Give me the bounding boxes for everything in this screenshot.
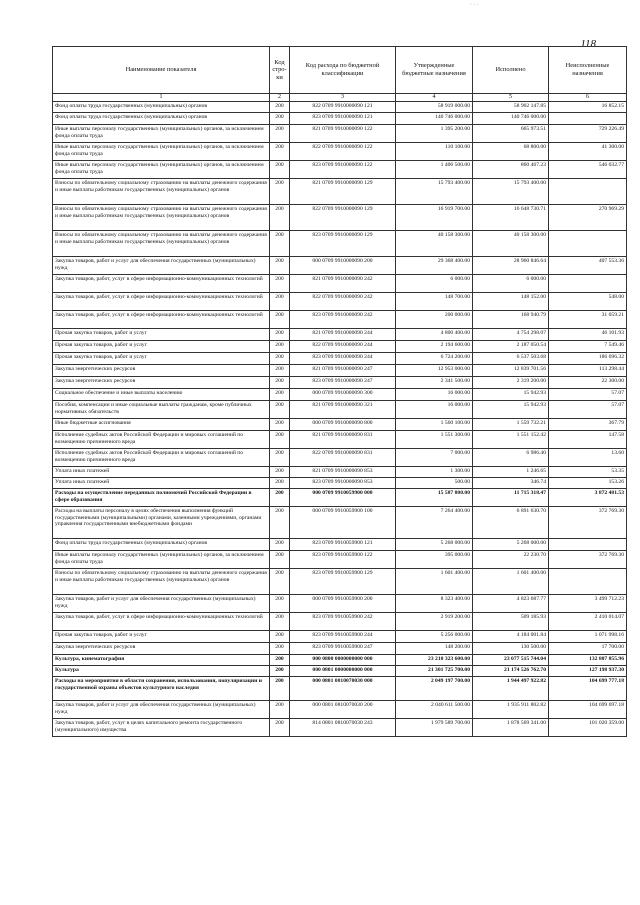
row-unexecuted: 57.07 — [549, 389, 627, 401]
row-unexecuted: 186 696.32 — [549, 353, 627, 365]
row-executed: 15 793 400.00 — [473, 179, 549, 205]
row-approved: 2 919 200.00 — [396, 613, 473, 631]
row-name: Закупка энергетических ресурсов — [53, 365, 270, 377]
row-line-code: 200 — [270, 613, 290, 631]
row-approved: 1 601 400.00 — [396, 569, 473, 595]
row-executed: 4 823 687.77 — [473, 595, 549, 613]
table-row — [53, 377, 627, 389]
row-name: Фонд оплаты труда государственных (муниципальных) органов — [53, 539, 270, 551]
row-unexecuted: 41 300.00 — [549, 143, 627, 161]
row-name: Расходы на выплаты персоналу в целях обеспечения выполнения функций государственными (муниципальными) органами, казенными учреждениями, органами управления государственными внебюджетными фондами — [53, 507, 270, 539]
row-line-code: 200 — [270, 419, 290, 431]
row-executed: 1 559 732.21 — [473, 419, 549, 431]
row-approved: 1 406 500.00 — [396, 161, 473, 179]
row-line-code: 200 — [270, 389, 290, 401]
row-line-code: 200 — [270, 293, 290, 311]
row-approved: 40 158 300.00 — [396, 231, 473, 257]
table-row — [53, 489, 627, 507]
row-unexecuted — [549, 569, 627, 595]
table-row — [53, 595, 627, 613]
column-number: 4 — [396, 94, 473, 102]
row-unexecuted: 367.79 — [549, 419, 627, 431]
row-unexecuted: 546 032.77 — [549, 161, 627, 179]
row-executed: 21 174 526 762.70 — [473, 666, 549, 677]
row-executed: 1 246.65 — [473, 467, 549, 478]
row-approved: 6 000.00 — [396, 275, 473, 293]
row-approved: 15 793 400.00 — [396, 179, 473, 205]
table-row — [53, 341, 627, 353]
row-name: Культура, кинематография — [53, 655, 270, 666]
row-approved: 16 000.00 — [396, 401, 473, 419]
row-unexecuted: 31 059.21 — [549, 311, 627, 329]
row-unexecuted: 53.35 — [549, 467, 627, 478]
row-unexecuted: 132 807 855.96 — [549, 655, 627, 666]
column-number: 6 — [549, 94, 627, 102]
row-classification-code: 823 0709 9910000090 853 — [290, 478, 396, 489]
row-approved: 58 919 000.00 — [396, 102, 473, 113]
row-classification-code: 000 0801 0810070030 200 — [290, 701, 396, 719]
row-approved: 500.00 — [396, 478, 473, 489]
row-classification-code: 823 0709 9910000090 122 — [290, 161, 396, 179]
table-row — [53, 478, 627, 489]
row-approved: 1 395 200.00 — [396, 125, 473, 143]
row-line-code: 200 — [270, 719, 290, 737]
row-approved: 2 194 600.00 — [396, 341, 473, 353]
table-row — [53, 231, 627, 257]
header-code: Код стро-ки — [270, 47, 290, 94]
row-unexecuted: 372 769.30 — [549, 551, 627, 569]
row-classification-code: 000 0709 9910059900 200 — [290, 595, 396, 613]
row-approved: 12 953 000.00 — [396, 365, 473, 377]
row-unexecuted: 147.58 — [549, 431, 627, 449]
table-row — [53, 311, 627, 329]
row-classification-code: 000 0709 9910000090 300 — [290, 389, 396, 401]
table-row — [53, 161, 627, 179]
row-approved: 7 000.00 — [396, 449, 473, 467]
table-row — [53, 419, 627, 431]
table-row — [53, 257, 627, 275]
row-classification-code: 823 0709 9910059900 247 — [290, 643, 396, 655]
row-approved: 1 551 300.00 — [396, 431, 473, 449]
row-name: Закупка товаров, работ, услуг в сфере информационно-коммуникационных технологий — [53, 613, 270, 631]
row-classification-code: 000 0709 9910059900 000 — [290, 489, 396, 507]
row-line-code: 200 — [270, 102, 290, 113]
table-row — [53, 449, 627, 467]
table-row — [53, 631, 627, 643]
row-line-code: 200 — [270, 341, 290, 353]
row-line-code: 200 — [270, 701, 290, 719]
row-approved: 110 100.00 — [396, 143, 473, 161]
row-approved: 16 000.00 — [396, 389, 473, 401]
row-executed: 2 187 050.54 — [473, 341, 549, 353]
row-name: Взносы по обязательному социальному страхованию на выплаты денежного содержания и иные выплаты работникам государственных (муниципальных) органов — [53, 569, 270, 595]
table-row — [53, 666, 627, 677]
row-unexecuted: 372 769.30 — [549, 507, 627, 539]
row-name: Иные выплаты персоналу государственных (муниципальных) органов, за исключением фонда оплаты труда — [53, 161, 270, 179]
row-executed: 509 185.93 — [473, 613, 549, 631]
row-executed: 665 973.51 — [473, 125, 549, 143]
row-unexecuted: 127 198 937.30 — [549, 666, 627, 677]
table-row — [53, 507, 627, 539]
row-approved: 15 587 800.00 — [396, 489, 473, 507]
row-classification-code: 823 0709 9910059900 129 — [290, 569, 396, 595]
row-executed: 15 942.93 — [473, 389, 549, 401]
row-unexecuted: 548.00 — [549, 293, 627, 311]
table-row — [53, 613, 627, 631]
row-executed: 6 891 630.70 — [473, 507, 549, 539]
row-unexecuted: 3 872 481.53 — [549, 489, 627, 507]
row-line-code: 200 — [270, 449, 290, 467]
column-number: 3 — [290, 94, 396, 102]
row-unexecuted: 113 298.44 — [549, 365, 627, 377]
row-classification-code: 823 0709 9910000090 244 — [290, 353, 396, 365]
row-unexecuted: 3 499 712.23 — [549, 595, 627, 613]
row-line-code: 200 — [270, 643, 290, 655]
table-row — [53, 275, 627, 293]
row-executed: 4 754 298.07 — [473, 329, 549, 341]
table-row — [53, 102, 627, 113]
row-name: Закупка энергетических ресурсов — [53, 377, 270, 389]
row-executed: 1 944 497 922.82 — [473, 677, 549, 701]
row-line-code: 200 — [270, 161, 290, 179]
table-row — [53, 401, 627, 419]
row-unexecuted: 407 553.36 — [549, 257, 627, 275]
row-classification-code: 823 0709 9910059900 242 — [290, 613, 396, 631]
row-classification-code: 000 0800 0000000000 000 — [290, 655, 396, 666]
row-classification-code: 821 0709 9910000090 853 — [290, 467, 396, 478]
row-approved: 1 979 589 700.00 — [396, 719, 473, 737]
row-unexecuted: 153.26 — [549, 478, 627, 489]
row-executed: 1 878 569 341.00 — [473, 719, 549, 737]
column-number: 2 — [270, 94, 290, 102]
row-line-code: 200 — [270, 478, 290, 489]
table-row — [53, 353, 627, 365]
row-name: Иные выплаты персоналу государственных (муниципальных) органов, за исключением фонда оплаты труда — [53, 143, 270, 161]
row-classification-code: 821 0709 9910000090 244 — [290, 329, 396, 341]
row-classification-code: 822 0709 9910000090 122 — [290, 143, 396, 161]
row-classification-code: 823 0709 9910000090 121 — [290, 113, 396, 125]
table-row — [53, 179, 627, 205]
row-classification-code: 821 0709 9910000090 247 — [290, 365, 396, 377]
row-classification-code: 823 0709 9910059900 122 — [290, 551, 396, 569]
table-row — [53, 389, 627, 401]
row-executed: 6 000.00 — [473, 275, 549, 293]
row-classification-code: 822 0709 9910000090 121 — [290, 102, 396, 113]
table-row — [53, 365, 627, 377]
row-line-code: 200 — [270, 231, 290, 257]
header-classification: Код расхода по бюджетной классификации — [290, 47, 396, 94]
page-number: 118 — [580, 38, 596, 50]
column-number-row — [53, 94, 627, 102]
row-name: Социальное обеспечение и иные выплаты населению — [53, 389, 270, 401]
row-executed: 15 942.93 — [473, 401, 549, 419]
row-classification-code: 821 0709 9910000090 321 — [290, 401, 396, 419]
row-line-code: 200 — [270, 179, 290, 205]
row-approved: 6 724 200.00 — [396, 353, 473, 365]
row-unexecuted: 17 700.00 — [549, 643, 627, 655]
row-classification-code: 823 0709 9910000090 242 — [290, 311, 396, 329]
table-row — [53, 329, 627, 341]
row-line-code: 200 — [270, 113, 290, 125]
row-unexecuted: 46 101.93 — [549, 329, 627, 341]
row-name: Фонд оплаты труда государственных (муниципальных) органов — [53, 102, 270, 113]
row-line-code: 200 — [270, 569, 290, 595]
row-approved: 8 323 400.00 — [396, 595, 473, 613]
row-name: Закупка товаров, работ и услуг для обеспечения государственных (муниципальных) нужд — [53, 701, 270, 719]
column-number: 5 — [473, 94, 549, 102]
row-name: Закупка товаров, работ и услуг для обеспечения государственных (муниципальных) нужд — [53, 257, 270, 275]
row-executed: 6 986.40 — [473, 449, 549, 467]
row-name: Взносы по обязательному социальному страхованию на выплаты денежного содержания и иные выплаты работникам государственных (муниципальных) органов — [53, 179, 270, 205]
row-executed: 11 715 318.47 — [473, 489, 549, 507]
row-name: Уплата иных платежей — [53, 478, 270, 489]
row-approved: 23 210 323 600.00 — [396, 655, 473, 666]
row-classification-code: 823 0709 9910000090 247 — [290, 377, 396, 389]
row-line-code: 200 — [270, 257, 290, 275]
row-line-code: 200 — [270, 401, 290, 419]
row-line-code: 200 — [270, 655, 290, 666]
row-executed: 5 268 000.00 — [473, 539, 549, 551]
row-classification-code: 822 0709 9910000090 831 — [290, 449, 396, 467]
row-classification-code: 822 0709 9910000090 129 — [290, 205, 396, 231]
row-approved: 5 256 000.00 — [396, 631, 473, 643]
table-row — [53, 643, 627, 655]
row-name: Прочая закупка товаров, работ и услуг — [53, 341, 270, 353]
row-name: Закупка энергетических ресурсов — [53, 643, 270, 655]
row-line-code: 200 — [270, 143, 290, 161]
table-row — [53, 569, 627, 595]
row-name: Прочая закупка товаров, работ и услуг — [53, 329, 270, 341]
row-classification-code: 821 0709 9910000090 122 — [290, 125, 396, 143]
row-approved: 1 300.00 — [396, 467, 473, 478]
row-name: Культура — [53, 666, 270, 677]
row-name: Исполнение судебных актов Российской Федерации и мировых соглашений по возмещению причиненного вреда — [53, 431, 270, 449]
row-approved: 200 000.00 — [396, 311, 473, 329]
table-row — [53, 431, 627, 449]
row-approved: 140 746 000.00 — [396, 113, 473, 125]
row-executed: 148 152.00 — [473, 293, 549, 311]
table-row — [53, 293, 627, 311]
row-unexecuted — [549, 539, 627, 551]
table-row — [53, 719, 627, 737]
row-name: Расходы на осуществление переданных полномочий Российской Федерации в сфере образования — [53, 489, 270, 507]
row-line-code: 200 — [270, 329, 290, 341]
row-classification-code: 000 0801 0810070030 000 — [290, 677, 396, 701]
row-approved: 16 919 700.00 — [396, 205, 473, 231]
budget-execution-table — [52, 46, 627, 737]
row-classification-code: 823 0709 9910059900 121 — [290, 539, 396, 551]
row-name: Иные выплаты персоналу государственных (муниципальных) органов, за исключением фонда оплаты труда — [53, 125, 270, 143]
row-executed: 860 467.23 — [473, 161, 549, 179]
header-name: Наименование показателя — [53, 47, 270, 94]
row-name: Фонд оплаты труда государственных (муниципальных) органов — [53, 113, 270, 125]
row-unexecuted: 22 300.00 — [549, 377, 627, 389]
row-classification-code: 000 0709 9910000090 800 — [290, 419, 396, 431]
row-name: Расходы на мероприятия в области сохранения, использования, популяризации и государственной охраны объектов культурного наследия — [53, 677, 270, 701]
row-name: Прочая закупка товаров, работ и услуг — [53, 631, 270, 643]
row-approved: 21 301 725 700.00 — [396, 666, 473, 677]
table-header-row — [53, 47, 627, 94]
row-unexecuted: 270 969.29 — [549, 205, 627, 231]
row-unexecuted: 2 410 014.07 — [549, 613, 627, 631]
row-approved: 4 800 400.00 — [396, 329, 473, 341]
row-name: Взносы по обязательному социальному страхованию на выплаты денежного содержания и иные выплаты работникам государственных (муниципальных) органов — [53, 231, 270, 257]
row-approved: 29 368 400.00 — [396, 257, 473, 275]
row-classification-code: 821 0709 9910000090 831 — [290, 431, 396, 449]
row-executed: 4 184 001.84 — [473, 631, 549, 643]
row-unexecuted: 57.07 — [549, 401, 627, 419]
row-unexecuted: 104 699 697.18 — [549, 701, 627, 719]
header-unexecuted: Неисполненные назначения — [549, 47, 627, 94]
row-unexecuted: 13.60 — [549, 449, 627, 467]
row-executed: 140 746 000.00 — [473, 113, 549, 125]
row-line-code: 200 — [270, 311, 290, 329]
row-name: Иные бюджетные ассигнования — [53, 419, 270, 431]
table-row — [53, 143, 627, 161]
row-line-code: 200 — [270, 489, 290, 507]
row-line-code: 200 — [270, 631, 290, 643]
row-line-code: 200 — [270, 365, 290, 377]
row-name: Закупка товаров, работ, услуг в сфере информационно-коммуникационных технологий — [53, 311, 270, 329]
row-executed: 16 648 730.71 — [473, 205, 549, 231]
row-name: Закупка товаров, работ, услуг в сфере информационно-коммуникационных технологий — [53, 293, 270, 311]
row-approved: 2 341 500.00 — [396, 377, 473, 389]
row-classification-code: 000 0709 9910059900 100 — [290, 507, 396, 539]
row-classification-code: 814 0801 0810070030 243 — [290, 719, 396, 737]
row-executed: 58 902 147.85 — [473, 102, 549, 113]
row-line-code: 200 — [270, 539, 290, 551]
row-line-code: 200 — [270, 353, 290, 365]
row-approved: 2 049 197 700.00 — [396, 677, 473, 701]
row-classification-code: 823 0709 9910000090 129 — [290, 231, 396, 257]
row-name: Закупка товаров, работ и услуг для обеспечения государственных (муниципальных) нужд — [53, 595, 270, 613]
row-approved: 148 700.00 — [396, 293, 473, 311]
row-unexecuted: 101 020 359.00 — [549, 719, 627, 737]
row-executed: 130 500.00 — [473, 643, 549, 655]
row-unexecuted — [549, 179, 627, 205]
column-number: 1 — [53, 94, 270, 102]
row-name: Иные выплаты персоналу государственных (муниципальных) органов, за исключением фонда оплаты труда — [53, 551, 270, 569]
row-classification-code: 000 0709 9910000090 200 — [290, 257, 396, 275]
row-approved: 1 560 100.00 — [396, 419, 473, 431]
table-row — [53, 539, 627, 551]
page-top-mark: · · · — [470, 2, 479, 8]
row-line-code: 200 — [270, 275, 290, 293]
row-name: Прочая закупка товаров, работ и услуг — [53, 353, 270, 365]
row-approved: 148 200.00 — [396, 643, 473, 655]
row-line-code: 200 — [270, 205, 290, 231]
table-body — [53, 102, 627, 737]
row-name: Закупка товаров, работ, услуг в сфере информационно-коммуникационных технологий — [53, 275, 270, 293]
row-line-code: 200 — [270, 377, 290, 389]
row-approved: 2 040 611 500.00 — [396, 701, 473, 719]
table-row — [53, 677, 627, 701]
row-name: Закупка товаров, работ, услуг в целях капитального ремонта государственного (муниципального) имущества — [53, 719, 270, 737]
row-name: Исполнение судебных актов Российской Федерации и мировых соглашений по возмещению причиненного вреда — [53, 449, 270, 467]
header-executed: Исполнено — [473, 47, 549, 94]
row-classification-code: 822 0709 9910000090 242 — [290, 293, 396, 311]
row-line-code: 200 — [270, 677, 290, 701]
row-approved: 5 268 000.00 — [396, 539, 473, 551]
row-executed: 346.74 — [473, 478, 549, 489]
row-line-code: 200 — [270, 431, 290, 449]
table-row — [53, 551, 627, 569]
row-classification-code: 823 0709 9910059900 244 — [290, 631, 396, 643]
row-line-code: 200 — [270, 507, 290, 539]
table-row — [53, 113, 627, 125]
table-row — [53, 467, 627, 478]
header-approved: Утвержденные бюджетные назначения — [396, 47, 473, 94]
row-classification-code: 821 0709 9910000090 242 — [290, 275, 396, 293]
row-executed: 28 960 846.64 — [473, 257, 549, 275]
row-unexecuted: 1 071 998.16 — [549, 631, 627, 643]
table-row — [53, 125, 627, 143]
row-unexecuted: 104 699 777.18 — [549, 677, 627, 701]
row-unexecuted: 729 226.49 — [549, 125, 627, 143]
row-unexecuted: 16 852.15 — [549, 102, 627, 113]
row-executed: 68 800.00 — [473, 143, 549, 161]
table-row — [53, 655, 627, 666]
row-executed: 22 230.70 — [473, 551, 549, 569]
row-executed: 6 537 503.68 — [473, 353, 549, 365]
row-unexecuted — [549, 231, 627, 257]
row-executed: 1 601 400.00 — [473, 569, 549, 595]
row-executed: 23 077 515 744.04 — [473, 655, 549, 666]
table-row — [53, 205, 627, 231]
row-classification-code: 000 0801 0000000000 000 — [290, 666, 396, 677]
row-line-code: 200 — [270, 595, 290, 613]
row-executed: 1 935 911 802.82 — [473, 701, 549, 719]
row-unexecuted — [549, 275, 627, 293]
row-name: Пособия, компенсации и иные социальные выплаты гражданам, кроме публичных нормативных обязательств — [53, 401, 270, 419]
row-executed: 2 319 200.00 — [473, 377, 549, 389]
row-executed: 12 839 701.56 — [473, 365, 549, 377]
row-line-code: 200 — [270, 666, 290, 677]
row-executed: 168 940.79 — [473, 311, 549, 329]
row-executed: 40 158 300.00 — [473, 231, 549, 257]
row-line-code: 200 — [270, 125, 290, 143]
row-unexecuted: 7 549.46 — [549, 341, 627, 353]
row-classification-code: 822 0709 9910000090 244 — [290, 341, 396, 353]
row-name: Уплата иных платежей — [53, 467, 270, 478]
row-line-code: 200 — [270, 467, 290, 478]
row-line-code: 200 — [270, 551, 290, 569]
row-approved: 395 000.00 — [396, 551, 473, 569]
table-row — [53, 701, 627, 719]
row-executed: 1 551 152.42 — [473, 431, 549, 449]
row-name: Взносы по обязательному социальному страхованию на выплаты денежного содержания и иные выплаты работникам государственных (муниципальных) органов — [53, 205, 270, 231]
row-approved: 7 264 400.00 — [396, 507, 473, 539]
row-classification-code: 821 0709 9910000090 129 — [290, 179, 396, 205]
row-unexecuted — [549, 113, 627, 125]
